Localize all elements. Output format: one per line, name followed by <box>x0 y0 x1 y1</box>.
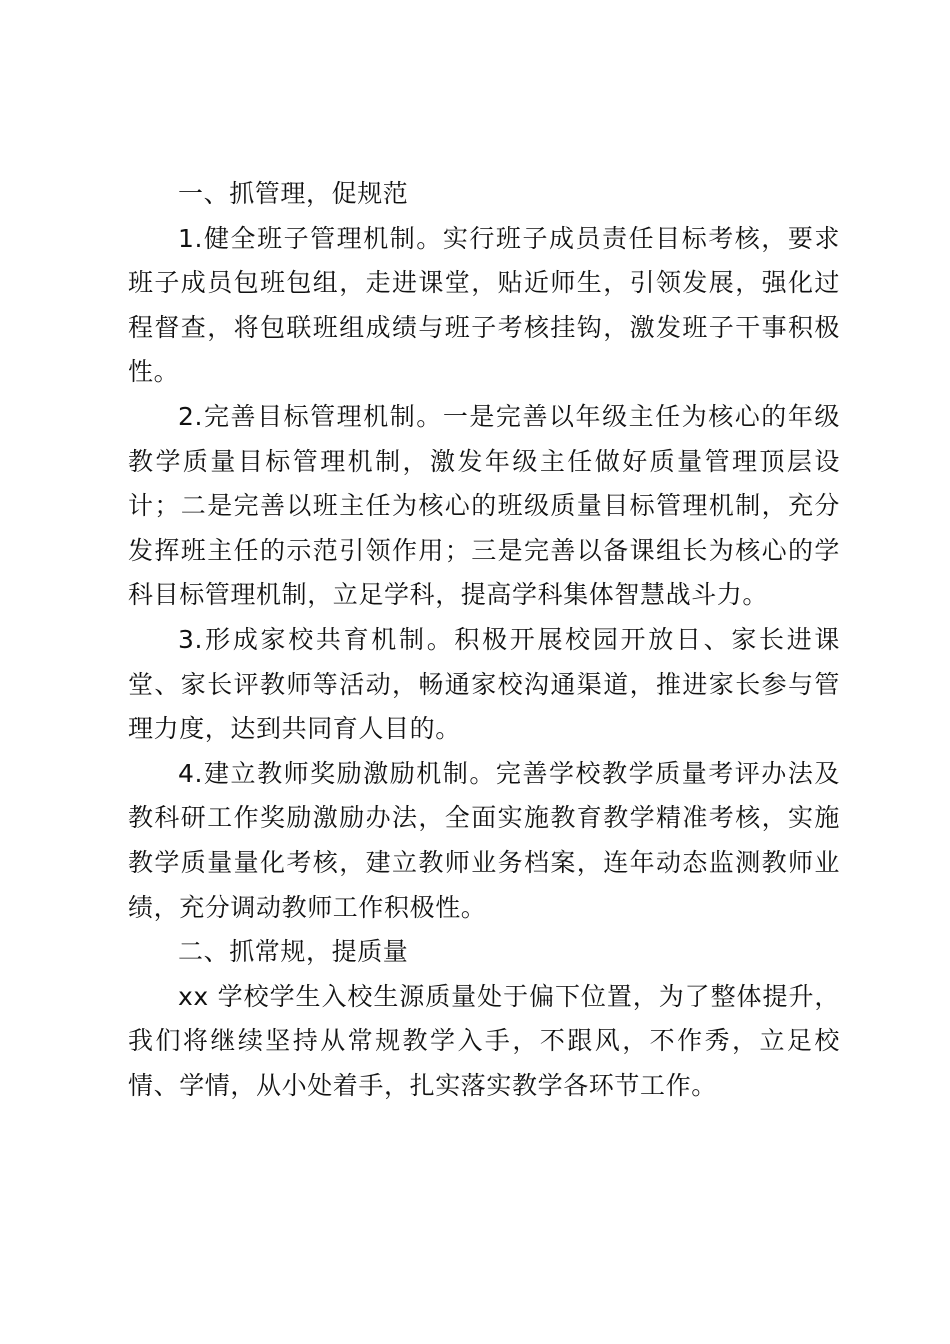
paragraph-teacher-incentive: 4.建立教师奖励激励机制。完善学校教学质量考评办法及教科研工作奖励激励办法，全面实施教育教学精准考核，实施教学质量量化考核，建立教师业务档案，连年动态监测教师业绩，充分调动教师工作积极性。 <box>128 758 840 922</box>
section-heading-routine: 二、抓常规，提质量 <box>178 937 409 967</box>
paragraph-school-situation: xx 学校学生入校生源质量处于偏下位置，为了整体提升，我们将继续坚持从常规教学入手，不跟风，不作秀，立足校情、学情，从小处着手，扎实落实教学各环节工作。 <box>128 981 840 1100</box>
document-body <box>128 172 840 1108</box>
paragraph-target-management: 2.完善目标管理机制。一是完善以年级主任为核心的年级教学质量目标管理机制，激发年级主任做好质量管理顶层设计；二是完善以班主任为核心的班级质量目标管理机制，充分发挥班主任的示范引领作用；三是完善以备课组长为核心的学科目标管理机制，立足学科，提高学科集体智慧战斗力。 <box>128 401 840 610</box>
section-heading-management: 一、抓管理，促规范 <box>178 179 409 208</box>
paragraph-leadership-mechanism: 1.健全班子管理机制。实行班子成员责任目标考核，要求班子成员包班包组，走进课堂，贴近师生，引领发展，强化过程督查，将包联班组成绩与班子考核挂钩，激发班子干事积极性。 <box>128 223 840 387</box>
paragraph-home-school: 3.形成家校共育机制。积极开展校园开放日、家长进课堂、家长评教师等活动，畅通家校沟通渠道，推进家长参与管理力度，达到共同育人目的。 <box>128 624 840 744</box>
